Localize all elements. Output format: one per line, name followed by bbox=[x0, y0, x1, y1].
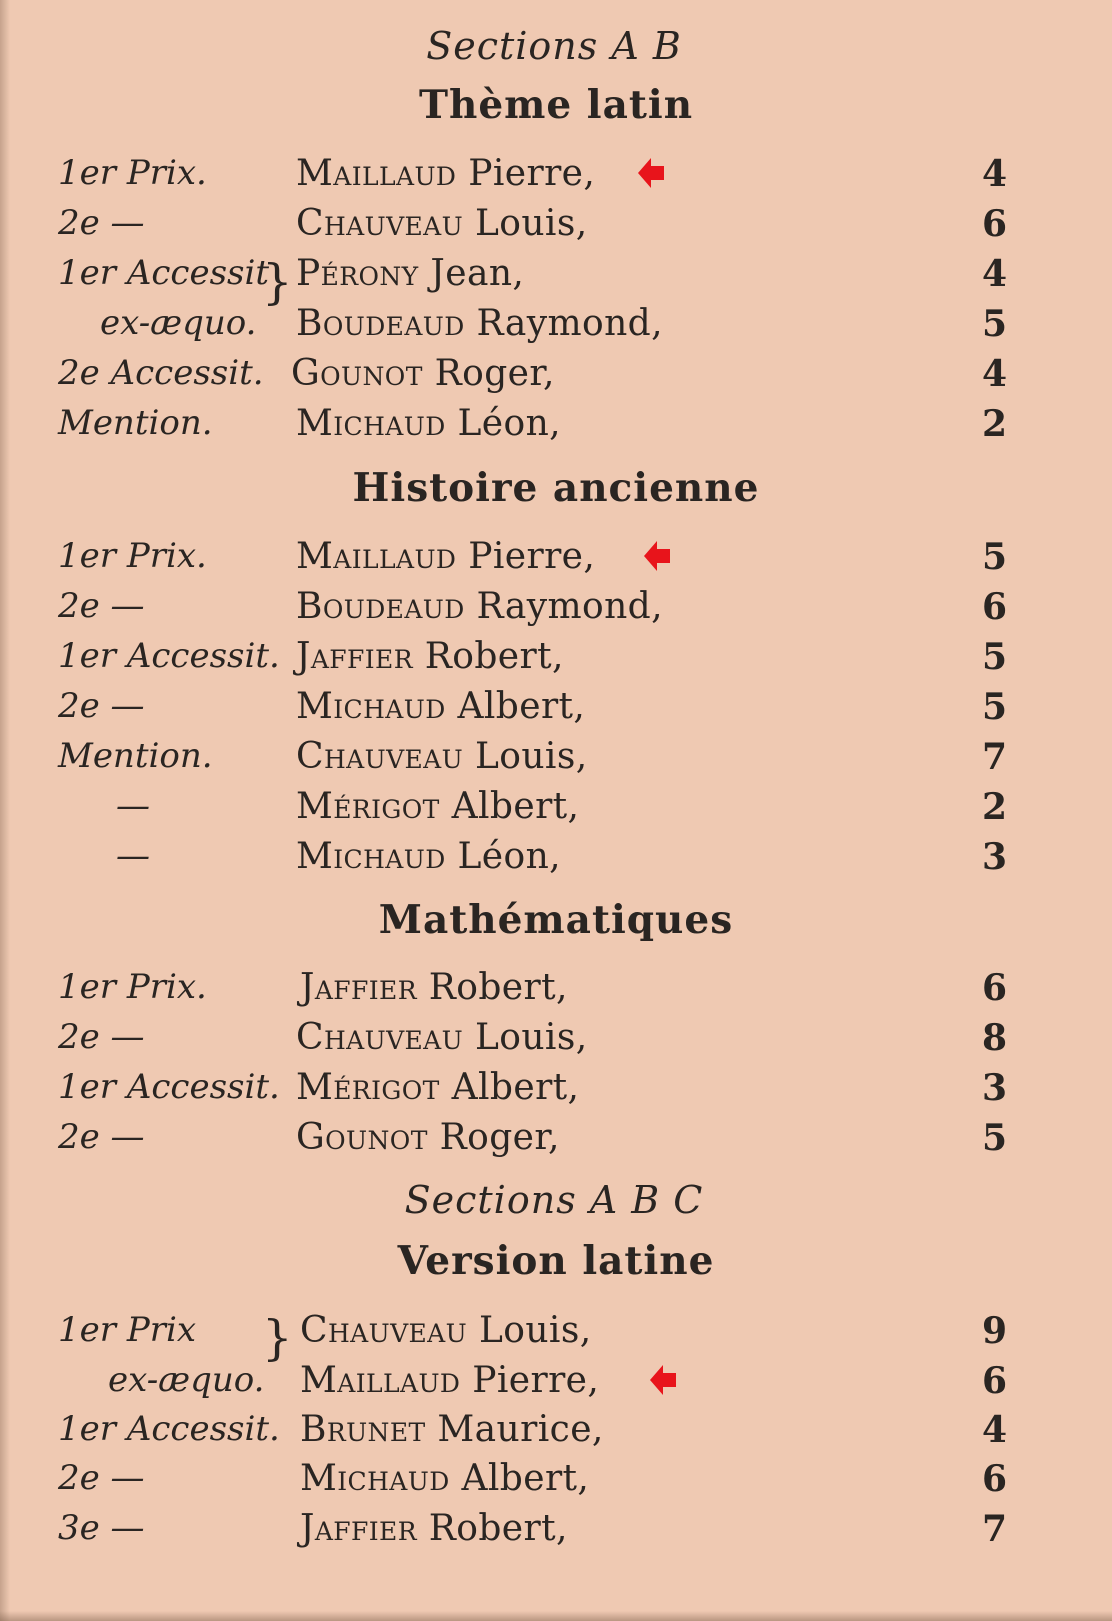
list-item bbox=[0, 153, 1112, 203]
award-label: 1er Prix. bbox=[58, 967, 207, 1007]
student-name: Jaffier Robert, bbox=[300, 1508, 568, 1549]
grade-number: 4 bbox=[981, 1409, 1007, 1451]
list-item bbox=[0, 203, 1112, 253]
grade-number: 6 bbox=[981, 1360, 1007, 1402]
award-label: 2e — bbox=[58, 586, 145, 626]
award-label: 1er Prix. bbox=[58, 153, 207, 193]
award-label: 2e — bbox=[58, 1117, 145, 1157]
paper-edge-bottom bbox=[0, 1611, 1112, 1621]
list-item bbox=[0, 1458, 1112, 1508]
student-name: Boudeaud Raymond, bbox=[296, 303, 663, 344]
brace-icon: } bbox=[262, 254, 293, 310]
award-label: 3e — bbox=[58, 1508, 145, 1548]
grade-number: 2 bbox=[981, 786, 1007, 828]
student-name: Gounot Roger, bbox=[291, 353, 555, 394]
list-item bbox=[0, 536, 1112, 586]
list-item bbox=[0, 586, 1112, 636]
award-label: 2e — bbox=[58, 1458, 145, 1498]
student-name: Boudeaud Raymond, bbox=[296, 586, 663, 627]
list-item bbox=[0, 686, 1112, 736]
student-name: Michaud Albert, bbox=[296, 686, 586, 727]
grade-number: 5 bbox=[981, 536, 1007, 578]
subject-heading: Thème latin bbox=[418, 82, 694, 128]
award-label: 2e — bbox=[58, 686, 145, 726]
list-item bbox=[0, 1409, 1112, 1459]
student-name: Chauveau Louis, bbox=[296, 1017, 588, 1058]
list-item bbox=[0, 1310, 1112, 1366]
award-label: Mention. bbox=[58, 736, 213, 776]
list-item bbox=[0, 1017, 1112, 1067]
student-name: Michaud Léon, bbox=[296, 403, 561, 444]
list-item bbox=[0, 253, 1112, 303]
student-name: Mérigot Albert, bbox=[296, 786, 580, 827]
grade-number: 2 bbox=[981, 403, 1007, 445]
arrow-marker-icon bbox=[648, 1362, 678, 1398]
student-name: Mérigot Albert, bbox=[296, 1067, 580, 1108]
list-item bbox=[0, 967, 1112, 1017]
award-label: Mention. bbox=[58, 403, 213, 443]
grade-number: 4 bbox=[981, 353, 1007, 395]
list-item bbox=[0, 636, 1112, 686]
award-label: 2e — bbox=[58, 1017, 145, 1057]
student-name: Maillaud Pierre, bbox=[296, 536, 596, 577]
grade-number: 5 bbox=[981, 303, 1007, 345]
list-item bbox=[0, 1117, 1112, 1167]
section-heading: Sections A B C bbox=[404, 1178, 704, 1222]
list-item bbox=[0, 403, 1112, 453]
student-name: Chauveau Louis, bbox=[296, 736, 588, 777]
student-name: Michaud Léon, bbox=[296, 836, 561, 877]
grade-number: 4 bbox=[981, 253, 1007, 295]
award-label: 2e — bbox=[58, 203, 145, 243]
list-item bbox=[0, 736, 1112, 786]
student-name: Gounot Roger, bbox=[296, 1117, 560, 1158]
grade-number: 5 bbox=[981, 1117, 1007, 1159]
grade-number: 6 bbox=[981, 586, 1007, 628]
list-item bbox=[0, 303, 1112, 353]
student-name: Maillaud Pierre, bbox=[300, 1360, 600, 1401]
award-label: 1er Prix. bbox=[58, 536, 207, 576]
student-name: Michaud Albert, bbox=[300, 1458, 590, 1499]
brace-icon: } bbox=[262, 1310, 293, 1366]
award-label: 1er Accessit. bbox=[58, 1409, 280, 1449]
grade-number: 6 bbox=[981, 203, 1007, 245]
grade-number: 3 bbox=[981, 836, 1007, 878]
list-item bbox=[0, 353, 1112, 403]
grade-number: 3 bbox=[981, 1067, 1007, 1109]
award-label: 1er Accessit bbox=[58, 253, 270, 293]
award-label: ex-æquo. bbox=[108, 1360, 265, 1400]
list-item bbox=[0, 836, 1112, 886]
grade-number: 8 bbox=[981, 1017, 1007, 1059]
grade-number: 4 bbox=[981, 153, 1007, 195]
student-name: Jaffier Robert, bbox=[300, 967, 568, 1008]
student-name: Brunet Maurice, bbox=[300, 1409, 604, 1450]
subject-heading: Mathématiques bbox=[378, 897, 734, 943]
student-name: Chauveau Louis, bbox=[300, 1310, 592, 1351]
award-label: ex-æquo. bbox=[100, 303, 257, 343]
subject-heading: Version latine bbox=[397, 1238, 715, 1284]
award-label: 1er Accessit. bbox=[58, 636, 280, 676]
award-label: 2e Accessit. bbox=[58, 353, 264, 393]
grade-number: 5 bbox=[981, 686, 1007, 728]
grade-number: 6 bbox=[981, 967, 1007, 1009]
student-name: Pérony Jean, bbox=[296, 253, 525, 294]
award-label: 1er Accessit. bbox=[58, 1067, 280, 1107]
grade-number: 6 bbox=[981, 1458, 1007, 1500]
award-label: — bbox=[116, 786, 150, 826]
grade-number: 7 bbox=[981, 1508, 1007, 1550]
student-name: Maillaud Pierre, bbox=[296, 153, 596, 194]
list-item bbox=[0, 1508, 1112, 1558]
list-item bbox=[0, 1067, 1112, 1117]
student-name: Jaffier Robert, bbox=[296, 636, 564, 677]
grade-number: 5 bbox=[981, 636, 1007, 678]
list-item bbox=[0, 786, 1112, 836]
award-label: 1er Prix bbox=[58, 1310, 196, 1350]
subject-heading: Histoire ancienne bbox=[352, 465, 760, 511]
arrow-marker-icon bbox=[636, 155, 666, 191]
student-name: Chauveau Louis, bbox=[296, 203, 588, 244]
grade-number: 9 bbox=[981, 1310, 1007, 1352]
list-item bbox=[0, 1360, 1112, 1410]
arrow-marker-icon bbox=[642, 538, 672, 574]
grade-number: 7 bbox=[981, 736, 1007, 778]
award-label: — bbox=[116, 836, 150, 876]
section-heading: Sections A B bbox=[426, 24, 682, 68]
